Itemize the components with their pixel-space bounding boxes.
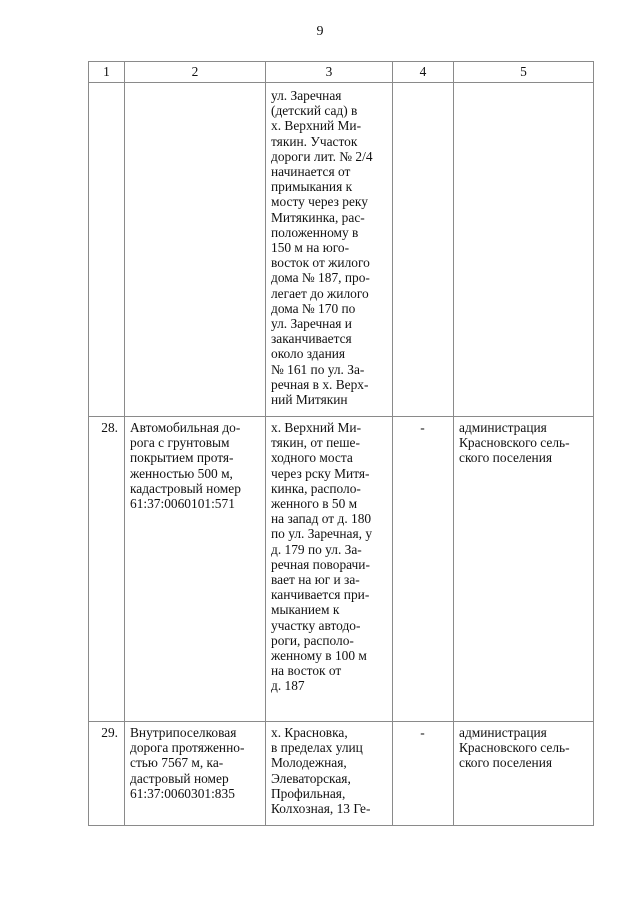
location-line: по ул. Заречная, у bbox=[271, 526, 373, 542]
location-line: кинка, располо- bbox=[271, 480, 361, 496]
location-line: х. Верхний Ми- bbox=[271, 118, 362, 134]
location-line: роги, располо- bbox=[271, 632, 354, 648]
location-line: около здания bbox=[271, 346, 346, 362]
row-number: 29. bbox=[89, 722, 125, 826]
location-line: д. 179 по ул. За- bbox=[271, 541, 362, 557]
holder-line: Красновского сель- bbox=[459, 435, 570, 451]
col-header-2: 2 bbox=[125, 62, 266, 83]
location-line: восток от жилого bbox=[271, 255, 370, 271]
location-line: Профильная, bbox=[271, 785, 346, 801]
location-line: мосту через реку bbox=[271, 194, 368, 210]
col-header-1: 1 bbox=[89, 62, 125, 83]
object-name-line: Внутрипоселковая bbox=[130, 725, 237, 740]
location-line: дороги лит. № 2/4 bbox=[271, 148, 373, 164]
location-line: на восток от bbox=[271, 663, 342, 679]
row-number: 28. bbox=[89, 417, 125, 722]
table-row bbox=[89, 722, 594, 826]
location-line: ул. Заречная и bbox=[271, 316, 352, 332]
object-name-line: стью 7567 м, ка- bbox=[130, 755, 224, 771]
registry-table bbox=[88, 61, 594, 826]
holder-line: ского поселения bbox=[459, 755, 553, 771]
location-line: мыканием к bbox=[271, 602, 340, 618]
table-row bbox=[89, 417, 594, 722]
object-name-line: дастровый номер bbox=[130, 770, 229, 786]
col-header-5: 5 bbox=[454, 62, 594, 83]
location-line: заканчивается bbox=[271, 331, 352, 347]
header-row bbox=[89, 62, 594, 83]
object-name-cell bbox=[125, 417, 266, 722]
location-line: ний Митякин bbox=[271, 392, 348, 408]
object-name-line: дорога протяженно- bbox=[130, 740, 245, 756]
holder-cell bbox=[454, 417, 594, 722]
table-row bbox=[89, 83, 594, 417]
location-line: участку автодо- bbox=[271, 617, 361, 633]
location-line: х. Верхний Ми- bbox=[271, 420, 362, 435]
location-line: (детский сад) в bbox=[271, 103, 358, 119]
object-name-line: рога с грунтовым bbox=[130, 435, 230, 451]
rights-cell: - bbox=[393, 722, 454, 826]
location-line: вает на юг и за- bbox=[271, 572, 360, 588]
object-name-line: 61:37:0060301:835 bbox=[130, 785, 235, 801]
location-line: положенному в bbox=[271, 224, 359, 240]
location-line: женному в 100 м bbox=[271, 648, 367, 664]
location-line: тякин, от пеше- bbox=[271, 435, 360, 451]
location-line: речная поворачи- bbox=[271, 556, 370, 572]
location-line: Элеваторская, bbox=[271, 770, 351, 786]
location-line: женного в 50 м bbox=[271, 496, 358, 512]
holder-cell bbox=[454, 83, 594, 417]
row-number bbox=[89, 83, 125, 417]
location-cell bbox=[266, 722, 393, 826]
holder-line: администрация bbox=[459, 420, 547, 435]
location-line: д. 187 bbox=[271, 678, 305, 694]
location-line: № 161 по ул. За- bbox=[271, 361, 365, 377]
object-name-cell bbox=[125, 83, 266, 417]
object-name-line: кадастровый номер bbox=[130, 480, 241, 496]
location-line: Молодежная, bbox=[271, 755, 347, 771]
location-line: Колхозная, 13 Ге- bbox=[271, 801, 371, 817]
object-name-line: Автомобильная до- bbox=[130, 420, 241, 435]
location-line: на запад от д. 180 bbox=[271, 511, 372, 527]
location-line: ул. Заречная bbox=[271, 88, 342, 103]
location-cell bbox=[266, 417, 393, 722]
rights-cell: - bbox=[393, 417, 454, 722]
holder-line: ского поселения bbox=[459, 450, 553, 466]
location-line: ходного моста bbox=[271, 450, 353, 466]
location-line: Митякинка, рас- bbox=[271, 209, 365, 225]
location-line: дома № 187, про- bbox=[271, 270, 370, 286]
location-line: начинается от bbox=[271, 164, 351, 180]
col-header-3: 3 bbox=[266, 62, 393, 83]
holder-line: администрация bbox=[459, 725, 547, 740]
location-line: дома № 170 по bbox=[271, 300, 356, 316]
holder-cell bbox=[454, 722, 594, 826]
location-cell bbox=[266, 83, 393, 417]
object-name-line: 61:37:0060101:571 bbox=[130, 496, 235, 512]
location-line: легает до жилого bbox=[271, 285, 369, 301]
object-name-line: покрытием протя- bbox=[130, 450, 234, 466]
rights-cell bbox=[393, 83, 454, 417]
page-number: 9 bbox=[316, 24, 324, 39]
location-line: х. Красновка, bbox=[271, 725, 348, 740]
object-name-cell bbox=[125, 722, 266, 826]
location-line: канчивается при- bbox=[271, 587, 370, 603]
location-line: 150 м на юго- bbox=[271, 240, 350, 256]
location-line: тякин. Участок bbox=[271, 133, 358, 149]
location-line: через рску Митя- bbox=[271, 465, 370, 481]
location-line: примыкания к bbox=[271, 179, 353, 195]
object-name-line: женностью 500 м, bbox=[130, 465, 233, 481]
col-header-4: 4 bbox=[393, 62, 454, 83]
holder-line: Красновского сель- bbox=[459, 740, 570, 756]
location-line: речная в х. Верх- bbox=[271, 376, 369, 392]
location-line: в пределах улиц bbox=[271, 740, 363, 756]
